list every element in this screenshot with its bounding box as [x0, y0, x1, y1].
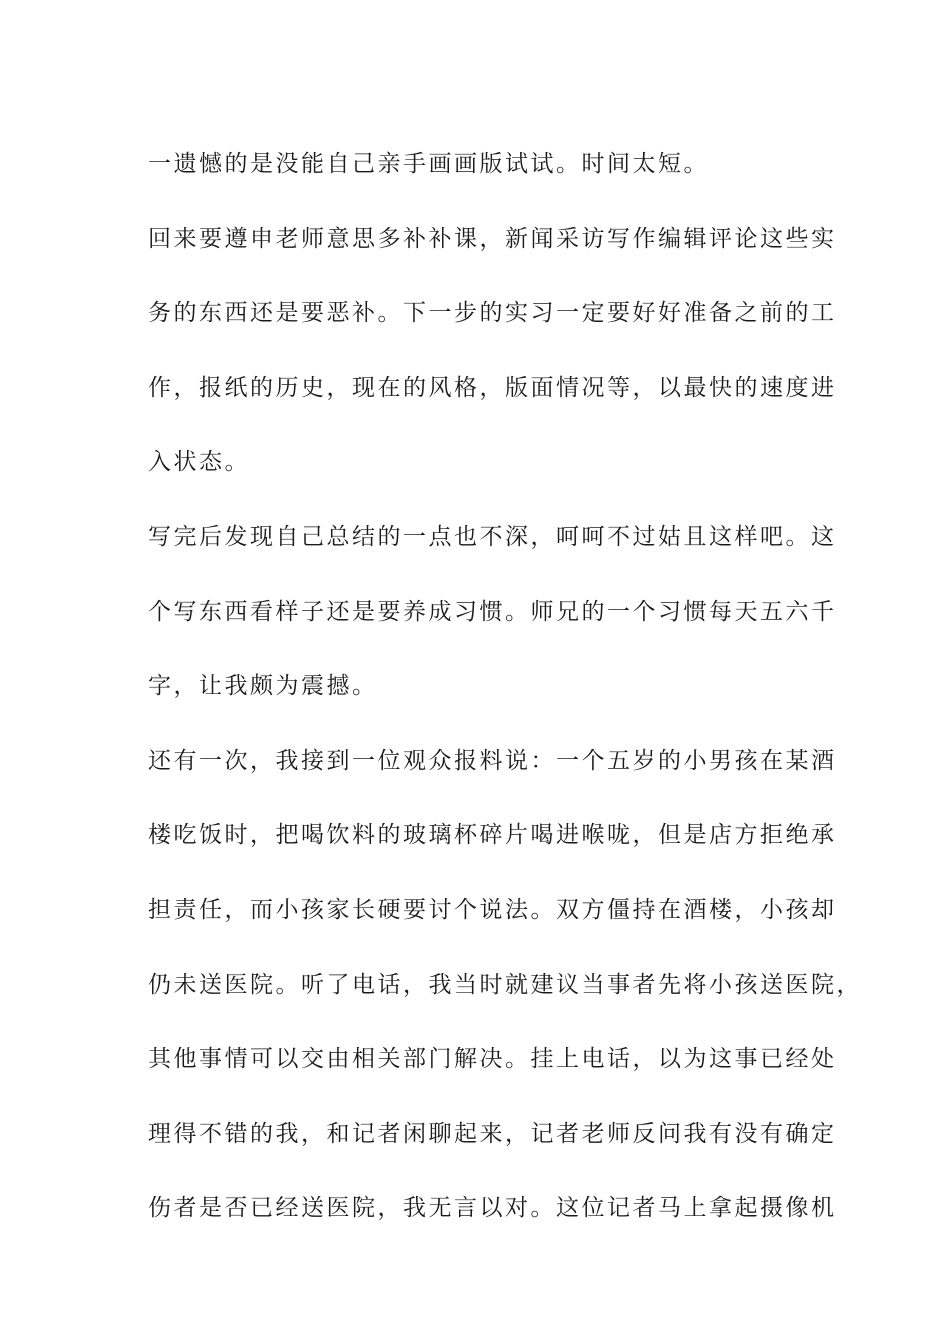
text-line: 伤者是否已经送医院，我无言以对。这位记者马上拿起摄像机 — [148, 1195, 837, 1222]
text-line: 理得不错的我，和记者闲聊起来，记者老师反问我有没有确定 — [148, 1120, 837, 1147]
text-line: 楼吃饭时，把喝饮料的玻璃杯碎片喝进喉咙，但是店方拒绝承 — [148, 822, 837, 849]
text-line: 入状态。 — [148, 449, 250, 476]
text-line: 其他事情可以交由相关部门解决。挂上电话，以为这事已经处 — [148, 1046, 837, 1073]
text-line: 写完后发现自己总结的一点也不深，呵呵不过姑且这样吧。这 — [148, 523, 837, 550]
text-line: 仍未送医院。听了电话，我当时就建议当事者先将小孩送医院， — [148, 971, 862, 998]
text-line: 回来要遵申老师意思多补补课，新闻采访写作编辑评论这些实 — [148, 225, 837, 252]
text-line: 还有一次，我接到一位观众报料说：一个五岁的小男孩在某酒 — [148, 747, 837, 774]
text-line: 一遗憾的是没能自己亲手画画版试试。时间太短。 — [148, 151, 709, 177]
text-line: 担责任，而小孩家长硬要讨个说法。双方僵持在酒楼，小孩却 — [148, 896, 837, 923]
document-body — [148, 127, 862, 1246]
text-line: 个写东西看样子还是要养成习惯。师兄的一个习惯每天五六千 — [148, 598, 837, 625]
text-line: 务的东西还是要恶补。下一步的实习一定要好好准备之前的工 — [148, 300, 837, 327]
text-line: 作，报纸的历史，现在的风格，版面情况等，以最快的速度进 — [148, 374, 837, 401]
text-line: 字，让我颇为震撼。 — [148, 673, 378, 700]
